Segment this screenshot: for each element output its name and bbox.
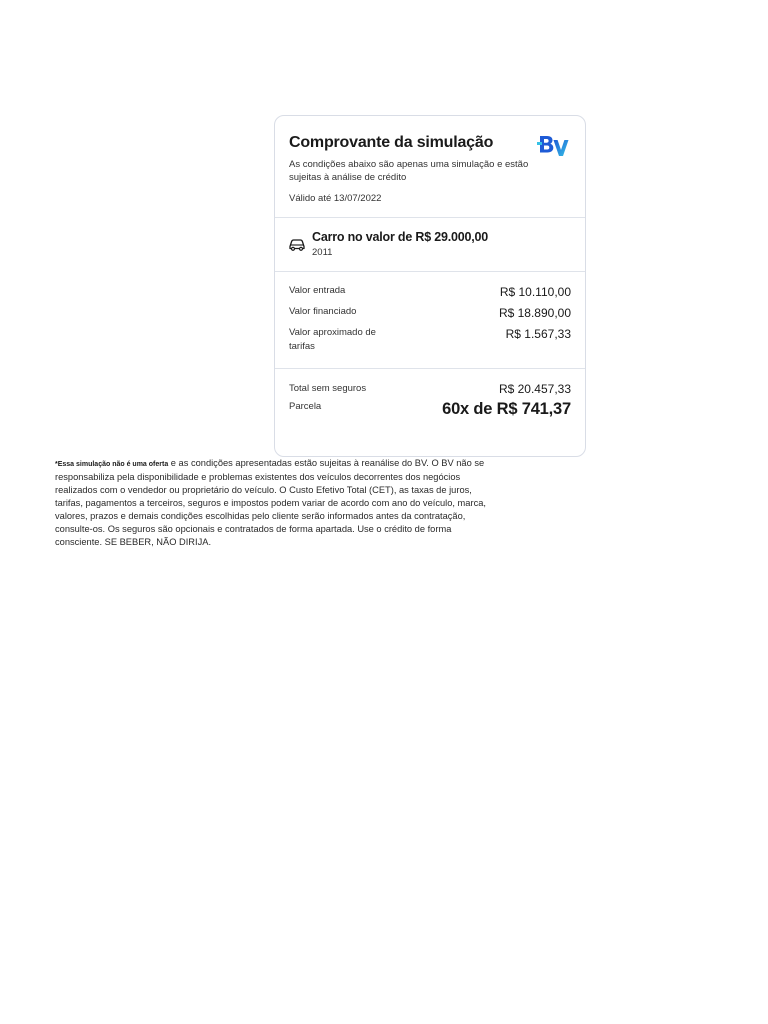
value-amount: R$ 18.890,00 — [498, 306, 571, 320]
car-icon — [288, 238, 306, 251]
value-label: Valor aproximado de tarifas — [289, 327, 376, 352]
installment-row — [289, 400, 571, 419]
value-row-entrada — [289, 284, 571, 300]
receipt-title: Comprovante da simulação — [289, 134, 494, 151]
values-section — [275, 272, 585, 369]
disclaimer-bold-prefix: *Essa simulação não é uma oferta — [55, 461, 169, 468]
value-row-tarifas — [289, 326, 571, 354]
receipt-subtitle: As condições abaixo são apenas uma simulação e estão sujeitas à análise de crédito — [289, 159, 529, 183]
total-value: R$ 20.457,33 — [498, 382, 571, 396]
vehicle-section — [275, 218, 585, 272]
total-row — [289, 381, 571, 397]
installment-label: Parcela — [289, 401, 322, 412]
receipt-header — [275, 116, 585, 218]
disclaimer-text — [55, 457, 495, 549]
valid-until-date: Válido até 13/07/2022 — [289, 193, 382, 204]
bv-logo — [537, 134, 571, 158]
vehicle-year: 2011 — [312, 247, 333, 258]
value-row-financiado — [289, 305, 571, 321]
value-amount: R$ 1.567,33 — [505, 327, 571, 341]
value-label: Valor financiado — [289, 306, 357, 317]
installment-value: 60x de R$ 741,37 — [442, 400, 571, 418]
value-amount: R$ 10.110,00 — [499, 285, 571, 299]
totals-section — [275, 369, 585, 419]
vehicle-price-title: Carro no valor de R$ 29.000,00 — [312, 230, 489, 244]
total-label: Total sem seguros — [289, 383, 367, 394]
value-label: Valor entrada — [289, 285, 346, 296]
simulation-receipt-card — [274, 115, 586, 457]
disclaimer-body: e as condições apresentadas estão sujeitas à reanálise do BV. O BV não se responsabiliza pela disponibilidade e problemas existentes dos veículos decorrentes dos negócios realizados com o vendedor ou proprietário do veículo. O Custo Efetivo Total (CET), as taxas de juros, tarifas, pagamentos a terceiros, seguros e impostos podem variar de acordo com ano do veículo, marca, valores, prazos e demais condições escolhidas pelo cliente serão informados antes da contratação, consulte-os. Os seguros são opcionais e contratados de forma apartada. Use o crédito de forma consciente. SE BEBER, NÃO DIRIJA. — [55, 458, 486, 547]
